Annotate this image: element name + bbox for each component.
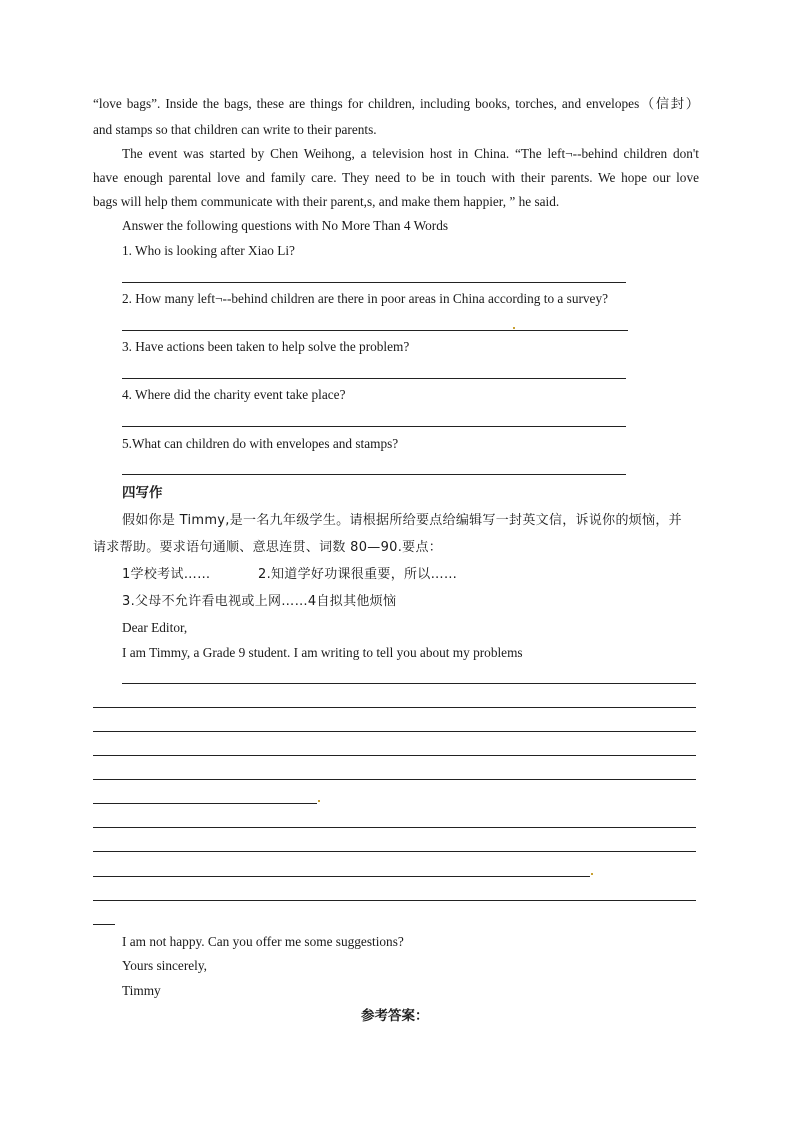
answer-line-5[interactable] xyxy=(122,474,626,475)
stray-mark xyxy=(318,800,320,802)
writing-line[interactable] xyxy=(93,924,115,925)
stray-mark xyxy=(513,327,515,329)
passage-line-5: bags will help them communicate with their parent,s, and make them happier, ” he said. xyxy=(93,194,560,209)
stray-mark xyxy=(591,873,593,875)
writing-line[interactable] xyxy=(93,755,696,756)
question-3: 3. Have actions been taken to help solve the problem? xyxy=(122,339,410,354)
question-1: 1. Who is looking after Xiao Li? xyxy=(122,243,295,258)
letter-signature: Timmy xyxy=(122,983,161,998)
writing-prompt-line-2: 请求帮助。要求语句通顺、意思连贯、词数 80—90.要点： xyxy=(93,540,443,555)
answer-line-4[interactable] xyxy=(122,426,626,427)
question-2: 2. How many left¬--behind children are there in poor areas in China according to a survey? xyxy=(122,291,609,306)
writing-prompt-line-1: 假如你是 Timmy,是一名九年级学生。请根据所给要点给编辑写一封英文信，诉说你的烦恼，并 xyxy=(122,513,682,528)
answers-heading: 参考答案： xyxy=(361,1008,429,1024)
writing-line[interactable] xyxy=(93,731,696,732)
writing-line[interactable] xyxy=(93,851,696,852)
writing-point-1: 1学校考试…… xyxy=(122,567,211,582)
letter-opening: I am Timmy, a Grade 9 student. I am writing to tell you about my problems xyxy=(122,645,523,660)
writing-line[interactable] xyxy=(93,779,696,780)
answer-line-3[interactable] xyxy=(122,378,626,379)
answer-line-2[interactable] xyxy=(122,330,628,331)
answer-line-1[interactable] xyxy=(122,282,626,283)
writing-line[interactable] xyxy=(93,707,696,708)
question-5: 5.What can children do with envelopes and stamps? xyxy=(122,436,399,451)
writing-heading: 四写作 xyxy=(122,485,163,501)
writing-point-2: 2.知道学好功课很重要，所以…… xyxy=(258,567,458,582)
passage-line-4: have enough parental love and family care. They need to be in touch with their parents. We hope our love xyxy=(93,170,699,185)
letter-signoff: Yours sincerely, xyxy=(122,958,207,973)
question-4: 4. Where did the charity event take place? xyxy=(122,387,346,402)
questions-instruction: Answer the following questions with No More Than 4 Words xyxy=(122,218,449,233)
writing-line[interactable] xyxy=(93,803,317,804)
passage-line-2: and stamps so that children can write to their parents. xyxy=(93,122,377,137)
passage-line-1: “love bags”. Inside the bags, these are things for children, including books, torches, and envelopes（信封） xyxy=(93,96,699,111)
writing-line[interactable] xyxy=(93,876,590,877)
writing-line[interactable] xyxy=(93,900,696,901)
writing-line[interactable] xyxy=(122,683,696,684)
letter-salutation: Dear Editor, xyxy=(122,620,188,635)
passage-line-3: The event was started by Chen Weihong, a television host in China. “The left¬--behind children don't xyxy=(122,146,699,161)
writing-point-3: 3.父母不允许看电视或上网……4自拟其他烦恼 xyxy=(122,594,397,609)
writing-line[interactable] xyxy=(93,827,696,828)
letter-closing: I am not happy. Can you offer me some suggestions? xyxy=(122,934,404,949)
